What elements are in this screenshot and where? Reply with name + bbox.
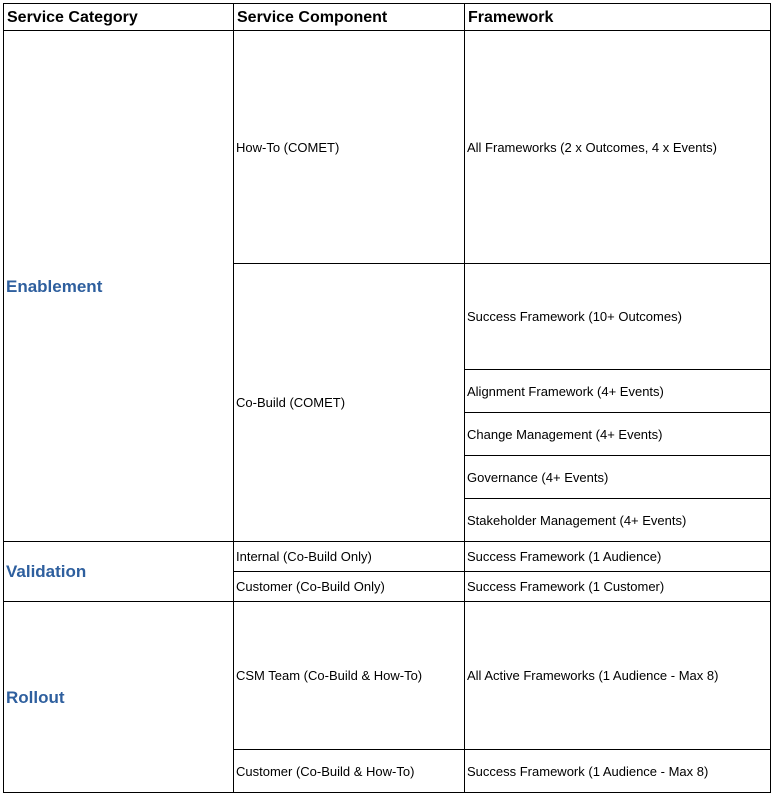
component-cell: Co-Build (COMET) — [234, 264, 465, 542]
header-framework: Framework — [465, 4, 771, 31]
category-enablement: Enablement — [4, 31, 234, 542]
framework-cell: Governance (4+ Events) — [465, 456, 771, 499]
table-row — [4, 602, 771, 750]
framework-cell: Alignment Framework (4+ Events) — [465, 370, 771, 413]
component-cell: Customer (Co-Build & How-To) — [234, 750, 465, 793]
service-framework-table — [3, 3, 771, 793]
table-row — [4, 542, 771, 572]
category-validation: Validation — [4, 542, 234, 602]
framework-cell: Success Framework (1 Customer) — [465, 572, 771, 602]
header-service-category: Service Category — [4, 4, 234, 31]
framework-cell: Stakeholder Management (4+ Events) — [465, 499, 771, 542]
component-cell: Internal (Co-Build Only) — [234, 542, 465, 572]
framework-cell: Success Framework (1 Audience - Max 8) — [465, 750, 771, 793]
header-row — [4, 4, 771, 31]
component-cell: Customer (Co-Build Only) — [234, 572, 465, 602]
table-row — [4, 31, 771, 264]
framework-cell: Change Management (4+ Events) — [465, 413, 771, 456]
framework-cell: Success Framework (10+ Outcomes) — [465, 264, 771, 370]
category-rollout: Rollout — [4, 602, 234, 793]
framework-cell: Success Framework (1 Audience) — [465, 542, 771, 572]
framework-cell: All Frameworks (2 x Outcomes, 4 x Events) — [465, 31, 771, 264]
header-service-component: Service Component — [234, 4, 465, 31]
component-cell: How-To (COMET) — [234, 31, 465, 264]
component-cell: CSM Team (Co-Build & How-To) — [234, 602, 465, 750]
framework-cell: All Active Frameworks (1 Audience - Max 8) — [465, 602, 771, 750]
